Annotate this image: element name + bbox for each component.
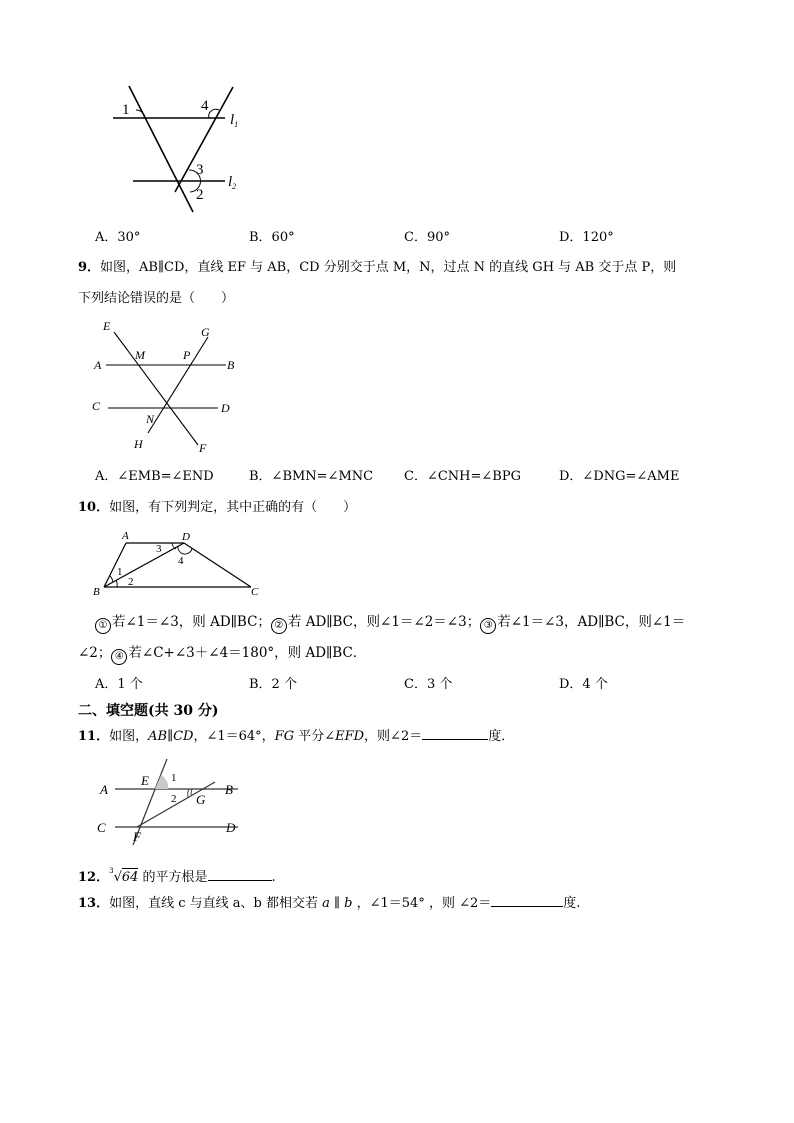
q11-text-bisects: 平分∠	[294, 729, 336, 744]
q11-figure	[95, 757, 245, 847]
point-e-label: E	[141, 773, 149, 788]
q11-math-fg: FG	[274, 729, 295, 744]
q11-math-ab: AB	[148, 729, 168, 744]
angle-2-label: 2	[196, 187, 204, 203]
l2-label: $l_2$	[228, 174, 237, 191]
angle-1-label: 1	[122, 102, 130, 118]
angle-1-label: 1	[171, 772, 177, 784]
q10-stem	[78, 499, 356, 517]
point-d-label: D	[182, 531, 190, 543]
marker-2: ②	[271, 618, 287, 634]
q11-math-efd: EFD	[335, 729, 365, 744]
point-n-label: N	[146, 412, 155, 426]
q13-answer-blank[interactable]	[491, 894, 563, 907]
q9-figure	[88, 315, 248, 457]
q10-figure	[88, 528, 268, 600]
q11-parallel: ∥	[167, 729, 174, 744]
point-d-label: D	[226, 820, 236, 835]
q12-text: 的平方根是	[138, 870, 208, 885]
point-f-label: F	[199, 441, 207, 455]
angle-4-label: 4	[201, 98, 209, 114]
q10-statements-line1	[95, 613, 685, 634]
point-h-label: H	[134, 437, 143, 451]
q9-option-c[interactable]: C．∠CNH=∠BPG	[404, 469, 521, 484]
q11-text-post: 度．	[488, 729, 515, 744]
marker-1: ①	[95, 618, 111, 634]
q10-option-b[interactable]: B．2 个	[249, 677, 297, 692]
q12-radical-sign: √	[113, 870, 122, 885]
q8-option-b[interactable]: B．60°	[249, 230, 295, 245]
q13-math-a: a	[322, 896, 330, 911]
q9-text-1: 如图，AB∥CD，直线 EF 与 AB，CD 分别交于点 M，N，过点 N 的直线 GH 与 AB 交于点 P，则	[100, 260, 677, 275]
q12-answer-blank[interactable]	[208, 868, 272, 881]
point-a-label: A	[122, 530, 129, 542]
point-a-label: A	[100, 782, 108, 797]
q10-statements-line2	[78, 644, 366, 665]
marker-4: ④	[111, 649, 127, 665]
angle-2-label: 2	[171, 793, 177, 805]
q10-option-a[interactable]: A．1 个	[95, 677, 143, 692]
angle-4-label: 4	[178, 555, 184, 567]
q9-stem-line1	[78, 259, 676, 277]
q12-end: .	[271, 870, 276, 885]
transversal-left	[129, 86, 193, 212]
angle-1-label: 1	[117, 566, 123, 578]
q10-option-d[interactable]: D．4 个	[559, 677, 608, 692]
statement-4: 若∠C+∠3＋∠4＝180°，则 AD∥BC．	[128, 645, 367, 661]
point-m-label: M	[135, 348, 145, 362]
point-p-label: P	[183, 348, 191, 362]
section-2-title: 二、填空题(共 30 分)	[78, 703, 219, 719]
marker-3: ③	[480, 618, 496, 634]
q9-option-d[interactable]: D．∠DNG=∠AME	[559, 469, 680, 484]
point-e-label: E	[103, 319, 111, 333]
q13-math-b: b	[344, 896, 353, 911]
statement-3-cont: ∠2；	[78, 645, 112, 661]
q10-number: 10．	[78, 500, 110, 515]
q9-option-a[interactable]: A．∠EMB=∠END	[95, 469, 214, 484]
angle-3-label: 3	[156, 543, 162, 555]
q12-root-index: 3	[109, 867, 114, 875]
l1-label: $l_1$	[230, 112, 239, 129]
q12-stem	[78, 862, 276, 887]
point-c-label: C	[97, 820, 106, 835]
q10-option-c[interactable]: C．3 个	[404, 677, 453, 692]
point-a-label: A	[94, 358, 102, 372]
q9-number: 9．	[78, 260, 101, 275]
point-f-label: F	[133, 829, 141, 844]
q10-text: 如图，有下列判定，其中正确的有（ ）	[109, 500, 357, 515]
q11-stem	[78, 727, 514, 746]
point-b-label: B	[93, 586, 100, 598]
q11-math-cd: CD	[173, 729, 194, 744]
q11-answer-blank[interactable]	[422, 727, 488, 740]
statement-1: 若∠1＝∠3，则 AD∥BC；	[112, 614, 271, 630]
q13-parallel: ∥	[329, 896, 345, 911]
point-d-label: D	[221, 401, 230, 415]
q9-stem-line2: 下列结论错误的是（ ）	[78, 291, 235, 306]
q11-number: 11．	[78, 729, 110, 744]
q12-radicand: 64	[121, 870, 139, 885]
point-b-label: B	[227, 358, 235, 372]
point-g-label: G	[201, 325, 210, 339]
angle-2-label: 2	[128, 576, 134, 588]
q9-option-b[interactable]: B．∠BMN=∠MNC	[249, 469, 374, 484]
q8-option-c[interactable]: C．90°	[404, 230, 450, 245]
q12-number: 12．	[78, 870, 110, 885]
q8-figure	[105, 80, 255, 215]
q11-text-pre: 如图，	[109, 729, 149, 744]
point-g-label: G	[196, 792, 206, 807]
q13-text: 如图，直线 c 与直线 a、b 都相交若	[109, 896, 323, 911]
q13-text-mid: ，∠1＝54° ，则 ∠2＝	[352, 896, 492, 911]
statement-3: 若∠1＝∠3，AD∥BC，则∠1＝	[497, 614, 686, 630]
point-b-label: B	[225, 782, 233, 797]
q8-option-d[interactable]: D．120°	[559, 230, 614, 245]
q13-number: 13．	[78, 896, 110, 911]
angle-3-label: 3	[196, 162, 204, 178]
q13-stem	[78, 894, 580, 913]
q11-text-angle2: ，则∠2＝	[364, 729, 423, 744]
point-c-label: C	[251, 586, 259, 598]
q11-text-angle1: ，∠1＝64°，	[193, 729, 275, 744]
q13-end: 度.	[563, 896, 581, 911]
statement-2: 若 AD∥BC，则∠1＝∠2＝∠3；	[287, 614, 481, 630]
q8-option-a[interactable]: A．30°	[95, 230, 141, 245]
point-c-label: C	[92, 399, 101, 413]
